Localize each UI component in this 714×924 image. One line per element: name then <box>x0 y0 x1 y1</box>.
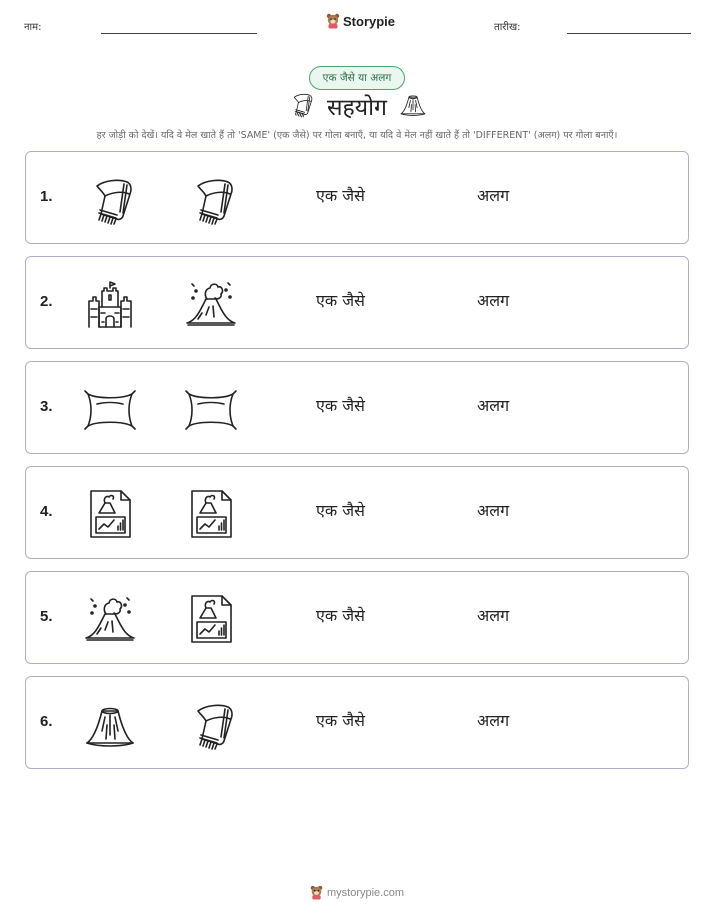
category-badge: एक जैसे या अलग <box>309 66 405 90</box>
question-number: 4. <box>40 503 53 520</box>
scarf-icon <box>184 172 238 226</box>
question-number: 3. <box>40 398 53 415</box>
different-option[interactable]: अलग <box>477 396 510 415</box>
same-option[interactable]: एक जैसे <box>316 291 365 310</box>
title-row <box>0 90 714 122</box>
footer-site[interactable]: mystorypie.com <box>326 886 405 899</box>
date-line[interactable] <box>567 33 691 34</box>
question-number: 2. <box>40 293 53 310</box>
title-scarf-icon <box>287 90 315 122</box>
pillow-icon <box>83 382 137 436</box>
question-number: 1. <box>40 188 53 205</box>
page-title: सहयोग <box>326 95 387 121</box>
castle-icon <box>83 277 137 331</box>
left-picture <box>83 592 137 646</box>
title-volcano-icon <box>399 90 427 122</box>
left-picture <box>83 277 137 331</box>
brand-name: Storypie <box>343 13 396 29</box>
volcano-report-icon <box>83 487 137 541</box>
right-picture <box>184 592 238 646</box>
right-picture <box>184 172 238 226</box>
volcano-report-icon <box>184 487 238 541</box>
left-picture <box>83 487 137 541</box>
bear-logo-icon <box>326 13 340 29</box>
question-row <box>25 151 689 244</box>
brand-logo <box>326 13 395 29</box>
pillow-icon <box>184 382 238 436</box>
question-number: 6. <box>40 713 53 730</box>
question-row <box>25 676 689 769</box>
scarf-icon <box>184 697 238 751</box>
question-row <box>25 466 689 559</box>
different-option[interactable]: अलग <box>477 291 510 310</box>
same-option[interactable]: एक जैसे <box>316 606 365 625</box>
question-number: 5. <box>40 608 53 625</box>
volcano-icon <box>83 697 137 751</box>
left-picture <box>83 172 137 226</box>
volcano-report-icon <box>184 592 238 646</box>
different-option[interactable]: अलग <box>477 186 510 205</box>
same-option[interactable]: एक जैसे <box>316 711 365 730</box>
same-option[interactable]: एक जैसे <box>316 186 365 205</box>
instructions: हर जोड़ी को देखें। यदि वे मेल खाते हैं तो 'SAME' (एक जैसे) पर गोला बनाएँ, या यदि वे मेल नहीं खाते हैं तो 'DIFFERENT' (अलग) पर गोला बनाएँ। <box>96 130 618 141</box>
scarf-icon <box>287 90 315 118</box>
right-picture <box>184 697 238 751</box>
erupting-volcano-icon <box>184 277 238 331</box>
footer <box>0 885 714 900</box>
right-picture <box>184 487 238 541</box>
right-picture <box>184 382 238 436</box>
question-row <box>25 361 689 454</box>
volcano-icon <box>399 90 427 118</box>
same-option[interactable]: एक जैसे <box>316 396 365 415</box>
right-picture <box>184 277 238 331</box>
left-picture <box>83 697 137 751</box>
scarf-icon <box>83 172 137 226</box>
different-option[interactable]: अलग <box>477 606 510 625</box>
same-option[interactable]: एक जैसे <box>316 501 365 520</box>
date-label: तारीख: <box>494 22 521 33</box>
question-row <box>25 256 689 349</box>
left-picture <box>83 382 137 436</box>
name-line[interactable] <box>101 33 257 34</box>
bear-logo-icon <box>310 885 323 900</box>
erupting-volcano-icon <box>83 592 137 646</box>
question-row <box>25 571 689 664</box>
different-option[interactable]: अलग <box>477 711 510 730</box>
different-option[interactable]: अलग <box>477 501 510 520</box>
name-label: नाम: <box>24 22 42 33</box>
